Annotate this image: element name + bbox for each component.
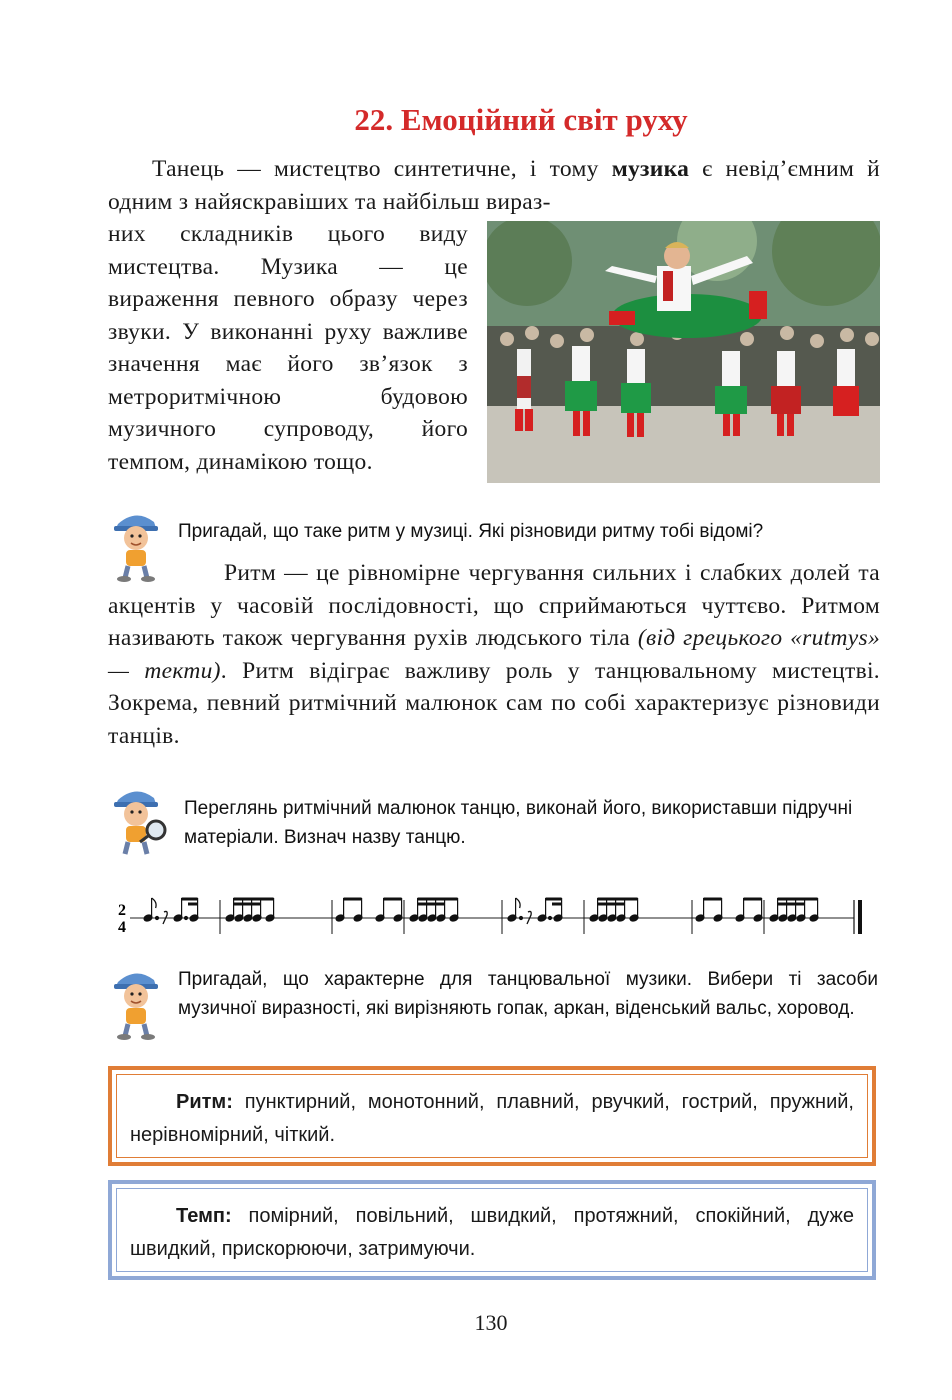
rhythm-paragraph: Ритм — це рівномірне чергування сильних і слабких долей та акцентів у часовій послідовності, що сприймаються чуттєво. Ритмом називають також чергування рухів людського тіла (від грецького «rutmys» — текти). Ритм відіграє важливу роль у танцювальному мистецтві. Зокрема, певний ритмічний малюнок сам по собі характеризує різновиди танців.: [108, 560, 880, 749]
tempo-options-box: [108, 1180, 876, 1280]
page-number: 130: [474, 1310, 508, 1335]
note-flag: [516, 898, 521, 908]
tempo-label: Темп:: [176, 1205, 232, 1227]
page-title: 22. Емоційний світ руху: [354, 102, 688, 137]
note-dot: [548, 916, 551, 919]
rhythm-label: Ритм:: [176, 1091, 233, 1113]
tempo-options-text: помірний, повільний, швидкий, протяжний, спокійний, дуже швидкий, прискорюючи, затримуючи.: [130, 1205, 854, 1260]
boy-mascot-icon-2: [108, 968, 164, 1040]
dance-photo-illustration: [487, 221, 880, 483]
rhythm-options-text: пунктирний, монотонний, плавний, рвучкий, гострий, пружний, нерівномірний, чіткий.: [130, 1091, 854, 1146]
time-signature-bottom: 4: [118, 919, 126, 936]
intro-paragraph-top: Танець — мистецтво синтетичне, і тому музика є невід’ємним й одним з найяскравіших та найбільш вираз-: [108, 156, 880, 215]
boy-magnifier-icon: [108, 786, 164, 858]
question-rhythm-types: Пригадай, що таке ритм у музиці. Які різновиди ритму тобі відомі?: [178, 521, 764, 542]
note-dot: [519, 916, 522, 919]
note-dot: [184, 916, 187, 919]
intro-paragraph-wrapped: них складників цього виду мистецтва. Музика — це вираження певного образу через звуки. У виконанні руху важливе значення має його зв’язок з метроритмічною будовою музичного супроводу, його темпом, динамікою тощо.: [108, 221, 468, 475]
note-dot: [155, 916, 158, 919]
rhythm-notation: [108, 878, 880, 940]
etymology-italic: (від грецького «rutmys» — текти): [108, 625, 880, 684]
rhythm-options-box: [108, 1066, 876, 1166]
dance-photo: [487, 221, 880, 483]
bold-term-music: музика: [611, 156, 690, 182]
question-rhythm-pattern: Переглянь ритмічний малюнок танцю, виконай його, використавши підручні матеріали. Визнач назву танцю.: [184, 798, 853, 848]
question-dance-music: Пригадай, що характерне для танцювальної музики. Вибери ті засоби музичної виразності, які вирізняють гопак, аркан, віденський вальс, хоровод.: [178, 969, 878, 1019]
note-flag: [152, 898, 157, 908]
time-signature-top: 2: [118, 902, 126, 919]
